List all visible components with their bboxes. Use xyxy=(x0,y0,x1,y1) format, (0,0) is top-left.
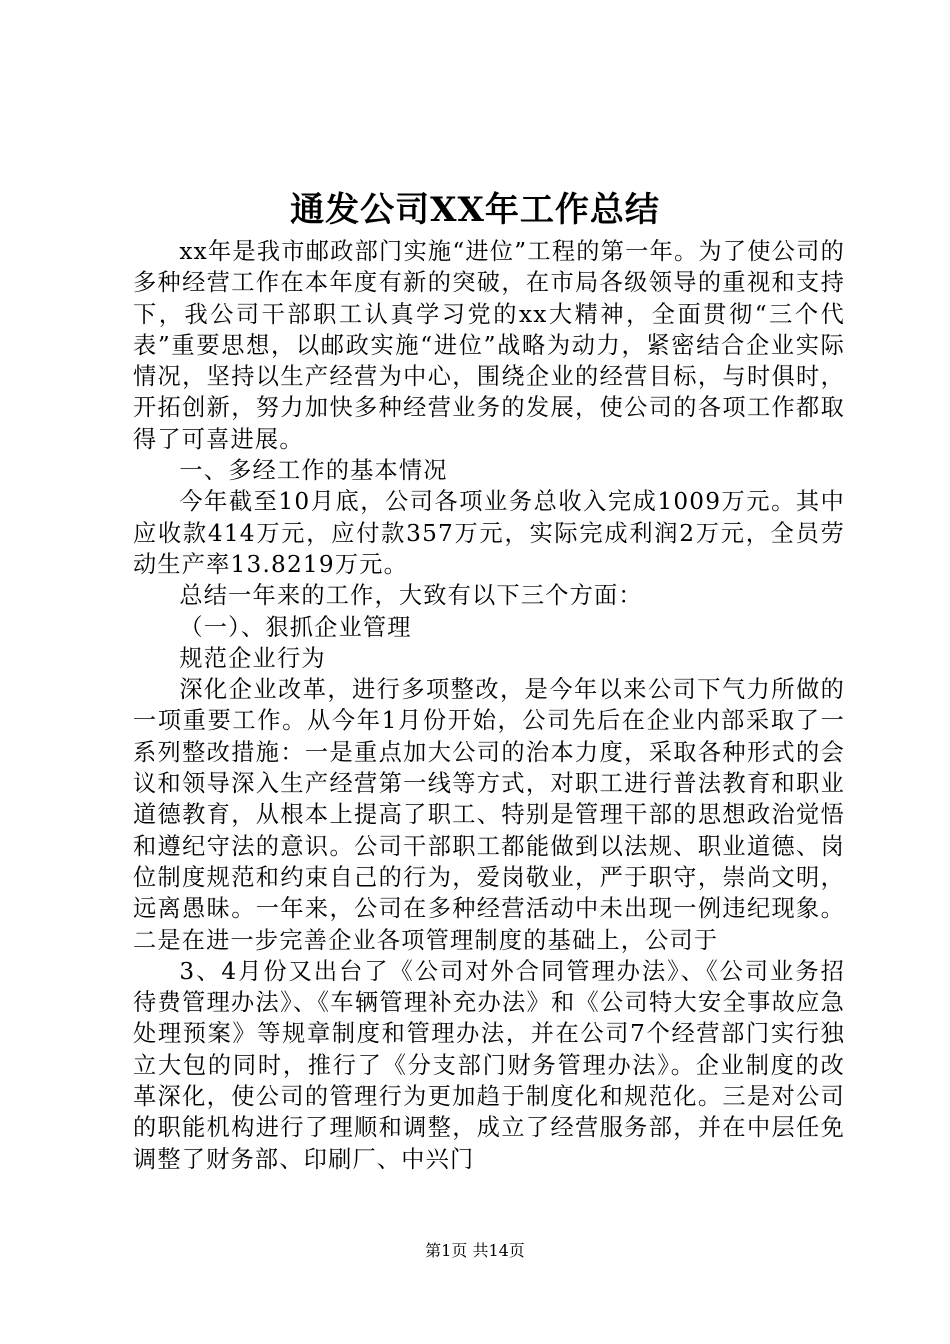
subsection-heading-1: （一）、狠抓企业管理 xyxy=(179,613,412,641)
page-footer: 第1页 共14页 xyxy=(425,1241,525,1260)
document-body xyxy=(133,236,845,1175)
paragraph-intro: xx年是我市邮政部门实施“进位”工程的第一年。为了使公司的多种经营工作在本年度有新的突破，在市局各级领导的重视和支持下，我公司干部职工认真学习党的xx大精神，全面贯彻“三个代表”重要思想，以邮政实施“进位”战略为动力，紧密结合企业实际情况，坚持以生产经营为中心，围绕企业的经营目标，与时俱时，开拓创新，努力加快多种经营业务的发展，使公司的各项工作都取得了可喜进展。 xyxy=(133,238,845,453)
subsection-heading-1-cont: 规范企业行为 xyxy=(179,644,326,672)
paragraph-summary-lead: 总结一年来的工作，大致有以下三个方面： xyxy=(179,582,643,610)
paragraph-figures: 今年截至10月底，公司各项业务总收入完成1009万元。其中应收款414万元，应付款357万元，实际完成利润2万元，全员劳动生产率13.8219万元。 xyxy=(133,488,845,578)
paragraph-regulations: 3、4月份又出台了《公司对外合同管理办法》、《公司业务招待费管理办法》、《车辆管理补充办法》和《公司特大安全事故应急处理预案》等规章制度和管理办法，并在公司7个经营部门实行独立大包的同时，推行了《分支部门财务管理办法》。企业制度的改革深化，使公司的管理行为更加趋于制度化和规范化。三是对公司的职能机构进行了理顺和调整，成立了经营服务部，并在中层任免调整了财务部、印刷厂、中兴门 xyxy=(133,957,845,1173)
paragraph-reform: 深化企业改革，进行多项整改，是今年以来公司下气力所做的一项重要工作。从今年1月份开始，公司先后在企业内部采取了一系列整改措施：一是重点加大公司的治本力度，采取各种形式的会议和领导深入生产经营第一线等方式，对职工进行普法教育和职业道德教育，从根本上提高了职工、特别是管理干部的思想政治觉悟和遵纪守法的意识。公司干部职工都能做到以法规、职业道德、岗位制度规范和约束自己的行为，爱岗敬业，严于职守，崇尚文明，远离愚昧。一年来，公司在多种经营活动中未出现一例违纪现象。二是在进一步完善企业各项管理制度的基础上，公司于 xyxy=(133,676,845,954)
document-title: 通发公司XX年工作总结 xyxy=(290,190,660,230)
section-heading-1: 一、多经工作的基本情况 xyxy=(179,457,448,485)
